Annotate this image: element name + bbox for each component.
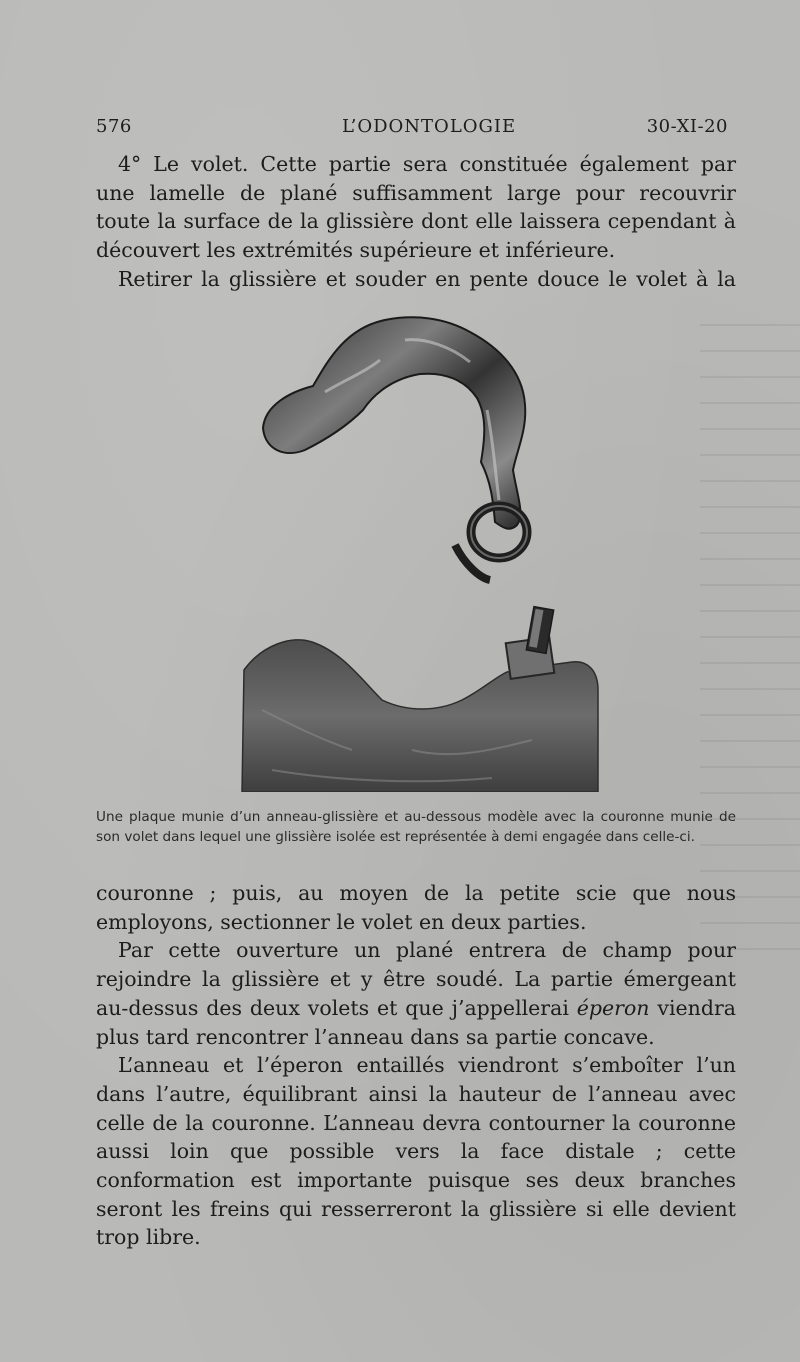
paragraph-couronne: couronne ; puis, au moyen de la petite scie que nous employons, sectionner le volet en deux parties. <box>96 881 736 934</box>
paragraph-anneau: L’anneau et l’éperon entaillés viendront s’emboîter l’un dans l’autre, équilibrant ainsi la hauteur de l’anneau avec celle de la couronne. L’anneau devra contourner la couronne aussi loin que possible vers la face distale ; cette conformation est importante puisque ses deux branches seront les freins qui resserreront la glissière si elle devient trop libre. <box>96 1053 736 1250</box>
page-number: 576 <box>96 116 132 137</box>
running-head <box>96 116 728 142</box>
paragraph-ouverture <box>96 936 736 1051</box>
paragraph-retirer: Retirer la glissière et souder en pente douce le volet à la <box>118 266 736 291</box>
paragraph-ouverture-start: Par cette ouverture un plané entrera de champ pour rejoindre la glissière et y être soudé. La partie émergeant au-dessus des deux volets et que j’appellerai <box>96 938 736 1020</box>
body-text-bottom <box>96 879 736 1252</box>
figure-caption: Une plaque munie d’un anneau-glissière et au-dessous modèle avec la couronne munie de son volet dans lequel une glissière isolée est représentée à demi engagée dans celle-ci. <box>96 809 736 845</box>
crown-model-image <box>232 600 600 792</box>
issue-date: 30-XI-20 <box>646 116 728 137</box>
paragraph-ouverture-end: viendra plus tard rencontrer l’anneau dans sa partie concave. <box>96 995 736 1049</box>
body-text-top <box>96 150 736 294</box>
journal-title: L’ODONTOLOGIE <box>342 116 517 137</box>
paragraph-volet: 4° Le volet. Cette partie sera constituée également par une lamelle de plané suffisamment large pour recouvrir toute la surface de la glissière dont elle laissera cependant à découvert les extrémités supérieure et inférieure. <box>96 152 736 263</box>
plate-with-ring-image <box>255 310 535 590</box>
show-through-text <box>700 300 800 950</box>
term-eperon: éperon <box>576 995 650 1020</box>
